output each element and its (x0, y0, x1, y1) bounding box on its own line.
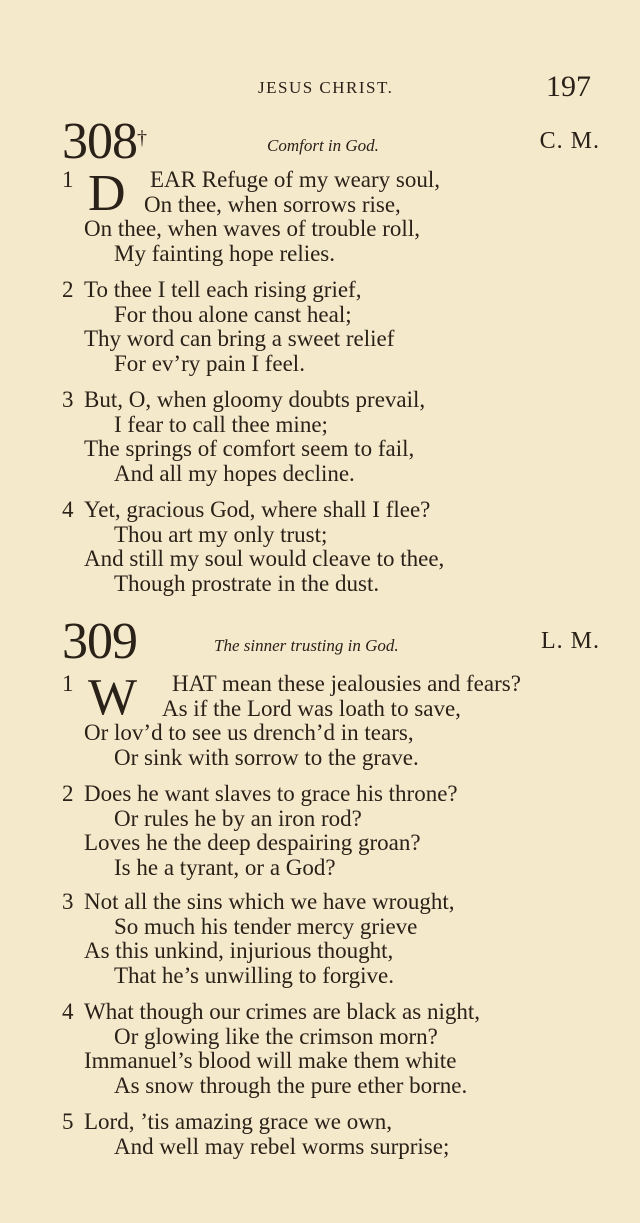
verse-line: Loves he the deep despairing groan? (84, 830, 421, 855)
verse-line: What though our crimes are black as night, (84, 999, 480, 1024)
verse-line: To thee I tell each rising grief, (84, 277, 362, 302)
verse-number: 1 (62, 671, 74, 696)
verse-line: Yet, gracious God, where shall I flee? (84, 497, 431, 522)
verse-line: Or glowing like the crimson morn? (114, 1023, 438, 1049)
hymn-309-verse-3 (62, 890, 602, 988)
verse-number: 3 (62, 387, 74, 412)
verse-line: And still my soul would cleave to thee, (84, 546, 445, 571)
verse-line: I fear to call thee mine; (114, 411, 328, 437)
verse-line: Or rules he by an iron rod? (114, 805, 362, 831)
verse-number: 1 (62, 167, 74, 192)
hymn-title: The sinner trusting in God. (214, 636, 399, 655)
verse-line: As this unkind, injurious thought, (84, 938, 394, 963)
verse-line: My fainting hope relies. (114, 240, 336, 266)
verse-line: Is he a tyrant, or a God? (114, 854, 336, 880)
verse-line: So much his tender mercy grieve (114, 913, 418, 939)
verse-line: Or sink with sorrow to the grave. (114, 744, 419, 770)
verse-line: On thee, when waves of trouble roll, (84, 216, 420, 241)
verse-line: And all my hopes decline. (114, 460, 355, 486)
verse-line: Does he want slaves to grace his throne? (84, 781, 458, 806)
verse-number: 4 (62, 999, 74, 1024)
hymn-308-verse-3 (62, 388, 602, 486)
verse-number: 5 (62, 1109, 74, 1134)
verse-line: Immanuel’s blood will make them white (84, 1048, 457, 1073)
hymn-309-verse-2 (62, 782, 602, 880)
hymn-meter: L. M. (541, 628, 600, 654)
verse-line: On thee, when sorrows rise, (144, 191, 401, 217)
verse-line: Or lov’d to see us drench’d in tears, (84, 720, 414, 745)
verse-line: HAT mean these jealousies and fears? (172, 671, 521, 696)
hymn-number: 308† (62, 113, 146, 170)
verse-line: Thy word can bring a sweet relief (84, 326, 395, 351)
verse-line: Lord, ’tis amazing grace we own, (84, 1109, 393, 1134)
verse-line: As if the Lord was loath to save, (162, 695, 461, 721)
hymn-meter: C. M. (539, 128, 600, 154)
verse-line: That he’s unwilling to forgive. (114, 962, 395, 988)
running-head: JESUS CHRIST. (258, 78, 394, 97)
verse-line: For thou alone canst heal; (114, 301, 352, 327)
verse-line: For ev’ry pain I feel. (114, 350, 305, 376)
verse-number: 2 (62, 277, 74, 302)
drop-cap: W (88, 669, 138, 726)
hymn-308-header (62, 113, 600, 170)
hymn-308-verse-2 (62, 278, 602, 376)
dagger-mark: † (137, 127, 146, 149)
verse-line: The springs of comfort seem to fail, (84, 436, 415, 461)
hymn-title: Comfort in God. (267, 136, 379, 155)
hymn-309-header (62, 613, 600, 670)
verse-line: But, O, when gloomy doubts prevail, (84, 387, 426, 412)
drop-cap: D (88, 165, 126, 222)
hymn-309-verse-4 (62, 1000, 602, 1098)
verse-line: And well may rebel worms surprise; (114, 1133, 450, 1159)
verse-line: As snow through the pure ether borne. (114, 1072, 468, 1098)
verse-number: 4 (62, 497, 74, 522)
verse-number: 2 (62, 781, 74, 806)
verse-number: 3 (62, 889, 74, 914)
verse-line: Though prostrate in the dust. (114, 570, 380, 596)
hymn-308-verse-1 (62, 165, 602, 266)
hymn-number: 309 (62, 613, 137, 670)
hymn-308-verse-4 (62, 498, 602, 596)
verse-line: Thou art my only trust; (114, 521, 328, 547)
verse-line: EAR Refuge of my weary soul, (150, 167, 440, 192)
hymn-309-verse-5 (62, 1110, 602, 1159)
verse-line: Not all the sins which we have wrought, (84, 889, 455, 914)
page-number: 197 (546, 70, 591, 103)
hymn-309-verse-1 (62, 669, 602, 770)
